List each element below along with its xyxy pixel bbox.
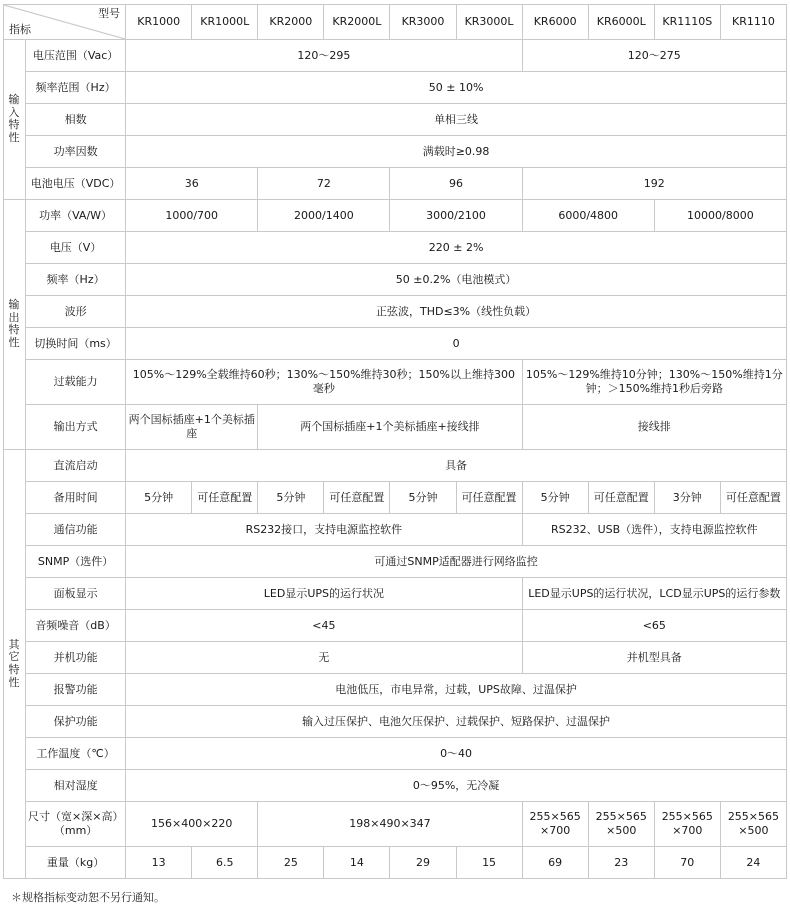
table-row bbox=[4, 296, 787, 328]
model-column-header: KR6000L bbox=[588, 5, 654, 40]
table-cell: 可任意配置 bbox=[456, 482, 522, 514]
index-label: 指标 bbox=[9, 23, 31, 37]
table-cell: 可通过SNMP适配器进行网络监控 bbox=[126, 546, 787, 578]
cell-line: ×500 bbox=[606, 824, 637, 837]
row-label: 通信功能 bbox=[26, 514, 126, 546]
table-row bbox=[4, 200, 787, 232]
row-label: 面板显示 bbox=[26, 578, 126, 610]
table-row bbox=[4, 232, 787, 264]
row-label: 并机功能 bbox=[26, 642, 126, 674]
table-row bbox=[4, 770, 787, 802]
table-row bbox=[4, 847, 787, 879]
row-label: 直流启动 bbox=[26, 450, 126, 482]
cell-line: ×700 bbox=[540, 824, 571, 837]
group-label-other bbox=[4, 450, 26, 879]
model-column-header: KR2000L bbox=[324, 5, 390, 40]
row-label: SNMP（选件） bbox=[26, 546, 126, 578]
group-label-input-text: 输入特性 bbox=[8, 93, 21, 145]
row-label: 相对湿度 bbox=[26, 770, 126, 802]
spec-table bbox=[3, 4, 787, 879]
table-cell: 可任意配置 bbox=[588, 482, 654, 514]
table-cell: RS232、USB（选件），支持电源监控软件 bbox=[522, 514, 786, 546]
table-cell: 可任意配置 bbox=[720, 482, 786, 514]
table-cell: 70 bbox=[654, 847, 720, 879]
row-label: 电压（V） bbox=[26, 232, 126, 264]
table-cell: 25 bbox=[258, 847, 324, 879]
cell-line: ×500 bbox=[738, 824, 769, 837]
header-row bbox=[4, 5, 787, 40]
table-cell: 0～40 bbox=[126, 738, 787, 770]
table-cell bbox=[588, 802, 654, 847]
table-cell: 5分钟 bbox=[390, 482, 456, 514]
table-cell: 单相三线 bbox=[126, 104, 787, 136]
group-label-input bbox=[4, 40, 26, 200]
table-row bbox=[4, 514, 787, 546]
corner-header-cell bbox=[4, 5, 126, 40]
table-cell: 接线排 bbox=[522, 405, 786, 450]
table-row bbox=[4, 264, 787, 296]
table-cell bbox=[522, 802, 588, 847]
table-cell: RS232接口，支持电源监控软件 bbox=[126, 514, 522, 546]
table-cell bbox=[720, 802, 786, 847]
table-cell: LED显示UPS的运行状况，LCD显示UPS的运行参数 bbox=[522, 578, 786, 610]
table-cell: 220 ± 2% bbox=[126, 232, 787, 264]
table-row bbox=[4, 546, 787, 578]
table-cell: 3分钟 bbox=[654, 482, 720, 514]
row-label: 重量（kg） bbox=[26, 847, 126, 879]
table-cell: <65 bbox=[522, 610, 786, 642]
table-cell: 6.5 bbox=[192, 847, 258, 879]
table-cell: 15 bbox=[456, 847, 522, 879]
row-label: 频率范围（Hz） bbox=[26, 72, 126, 104]
table-cell: 105%～129%全载维持60秒；130%～150%维持30秒；150%以上维持300毫秒 bbox=[126, 360, 522, 405]
row-label: 切换时间（ms） bbox=[26, 328, 126, 360]
row-label: 频率（Hz） bbox=[26, 264, 126, 296]
table-cell: 29 bbox=[390, 847, 456, 879]
row-label: 保护功能 bbox=[26, 706, 126, 738]
table-cell: 198×490×347 bbox=[258, 802, 522, 847]
table-cell: 3000/2100 bbox=[390, 200, 522, 232]
table-cell: 36 bbox=[126, 168, 258, 200]
table-cell: 正弦波，THD≤3%（线性负载） bbox=[126, 296, 787, 328]
row-label: 功率（VA/W） bbox=[26, 200, 126, 232]
row-label: 电池电压（VDC） bbox=[26, 168, 126, 200]
table-cell: 5分钟 bbox=[126, 482, 192, 514]
group-label-output-text: 输出特性 bbox=[8, 298, 21, 350]
table-cell: 电池低压，市电异常，过载，UPS故障、过温保护 bbox=[126, 674, 787, 706]
table-row bbox=[4, 738, 787, 770]
table-cell: 69 bbox=[522, 847, 588, 879]
row-label-line: 尺寸（宽×深×高） bbox=[28, 810, 124, 824]
cell-line: 255×565 bbox=[661, 810, 713, 824]
table-cell: 105%～129%维持10分钟；130%～150%维持1分钟；＞150%维持1秒后旁路 bbox=[522, 360, 786, 405]
table-cell: 5分钟 bbox=[258, 482, 324, 514]
table-cell: 6000/4800 bbox=[522, 200, 654, 232]
cell-line: 255×565 bbox=[727, 810, 780, 824]
table-cell: 72 bbox=[258, 168, 390, 200]
model-column-header: KR3000L bbox=[456, 5, 522, 40]
row-label: 波形 bbox=[26, 296, 126, 328]
table-row bbox=[4, 610, 787, 642]
cell-line: 255×565 bbox=[529, 810, 581, 824]
table-cell: LED显示UPS的运行状况 bbox=[126, 578, 522, 610]
model-column-header: KR1110 bbox=[720, 5, 786, 40]
model-column-header: KR1110S bbox=[654, 5, 720, 40]
row-label: 报警功能 bbox=[26, 674, 126, 706]
row-label: 过载能力 bbox=[26, 360, 126, 405]
table-row bbox=[4, 802, 787, 847]
table-row bbox=[4, 405, 787, 450]
table-cell: 156×400×220 bbox=[126, 802, 258, 847]
table-cell: 23 bbox=[588, 847, 654, 879]
row-label: 输出方式 bbox=[26, 405, 126, 450]
cell-line: 255×565 bbox=[595, 810, 647, 824]
model-label: 型号 bbox=[98, 7, 121, 20]
row-label: 工作温度（℃） bbox=[26, 738, 126, 770]
table-row bbox=[4, 72, 787, 104]
cell-line: ×700 bbox=[672, 824, 703, 837]
table-header bbox=[4, 5, 787, 40]
table-cell: 50 ± 10% bbox=[126, 72, 787, 104]
model-column-header: KR3000 bbox=[390, 5, 456, 40]
table-row bbox=[4, 674, 787, 706]
table-body bbox=[4, 40, 787, 879]
table-cell: 24 bbox=[720, 847, 786, 879]
table-cell: 2000/1400 bbox=[258, 200, 390, 232]
table-cell: 0 bbox=[126, 328, 787, 360]
table-cell: 96 bbox=[390, 168, 522, 200]
table-cell: 可任意配置 bbox=[324, 482, 390, 514]
row-label: 备用时间 bbox=[26, 482, 126, 514]
table-cell: 120～275 bbox=[522, 40, 786, 72]
model-column-header: KR2000 bbox=[258, 5, 324, 40]
table-row bbox=[4, 40, 787, 72]
row-label: 功率因数 bbox=[26, 136, 126, 168]
table-cell: 输入过压保护、电池欠压保护、过载保护、短路保护、过温保护 bbox=[126, 706, 787, 738]
table-cell: 可任意配置 bbox=[192, 482, 258, 514]
table-cell: <45 bbox=[126, 610, 522, 642]
table-cell: 0～95%，无冷凝 bbox=[126, 770, 787, 802]
table-cell: 120～295 bbox=[126, 40, 522, 72]
table-cell bbox=[654, 802, 720, 847]
table-cell: 10000/8000 bbox=[654, 200, 786, 232]
table-cell: 1000/700 bbox=[126, 200, 258, 232]
model-column-header: KR6000 bbox=[522, 5, 588, 40]
table-row bbox=[4, 642, 787, 674]
table-row bbox=[4, 328, 787, 360]
table-cell: 无 bbox=[126, 642, 522, 674]
table-row bbox=[4, 706, 787, 738]
table-cell: 14 bbox=[324, 847, 390, 879]
table-row bbox=[4, 360, 787, 405]
table-cell: 5分钟 bbox=[522, 482, 588, 514]
table-cell: 并机型具备 bbox=[522, 642, 786, 674]
table-row bbox=[4, 168, 787, 200]
table-cell: 两个国标插座+1个美标插座 bbox=[126, 405, 258, 450]
model-column-header: KR1000L bbox=[192, 5, 258, 40]
row-label: 相数 bbox=[26, 104, 126, 136]
table-cell: 具备 bbox=[126, 450, 787, 482]
table-cell: 192 bbox=[522, 168, 786, 200]
table-row bbox=[4, 482, 787, 514]
group-label-output bbox=[4, 200, 26, 450]
table-cell: 50 ±0.2%（电池模式） bbox=[126, 264, 787, 296]
table-row bbox=[4, 136, 787, 168]
row-label bbox=[26, 802, 126, 847]
footnote: ＊规格指标变动恕不另行通知。 bbox=[11, 891, 165, 904]
table-row bbox=[4, 450, 787, 482]
table-cell: 13 bbox=[126, 847, 192, 879]
model-column-header: KR1000 bbox=[126, 5, 192, 40]
row-label: 音频噪音（dB） bbox=[26, 610, 126, 642]
row-label-line: （mm） bbox=[53, 824, 98, 837]
group-label-other-text: 其它特性 bbox=[8, 637, 21, 689]
row-label: 电压范围（Vac） bbox=[26, 40, 126, 72]
table-row bbox=[4, 578, 787, 610]
table-row bbox=[4, 104, 787, 136]
table-cell: 两个国标插座+1个美标插座+接线排 bbox=[258, 405, 522, 450]
table-cell: 满载时≥0.98 bbox=[126, 136, 787, 168]
